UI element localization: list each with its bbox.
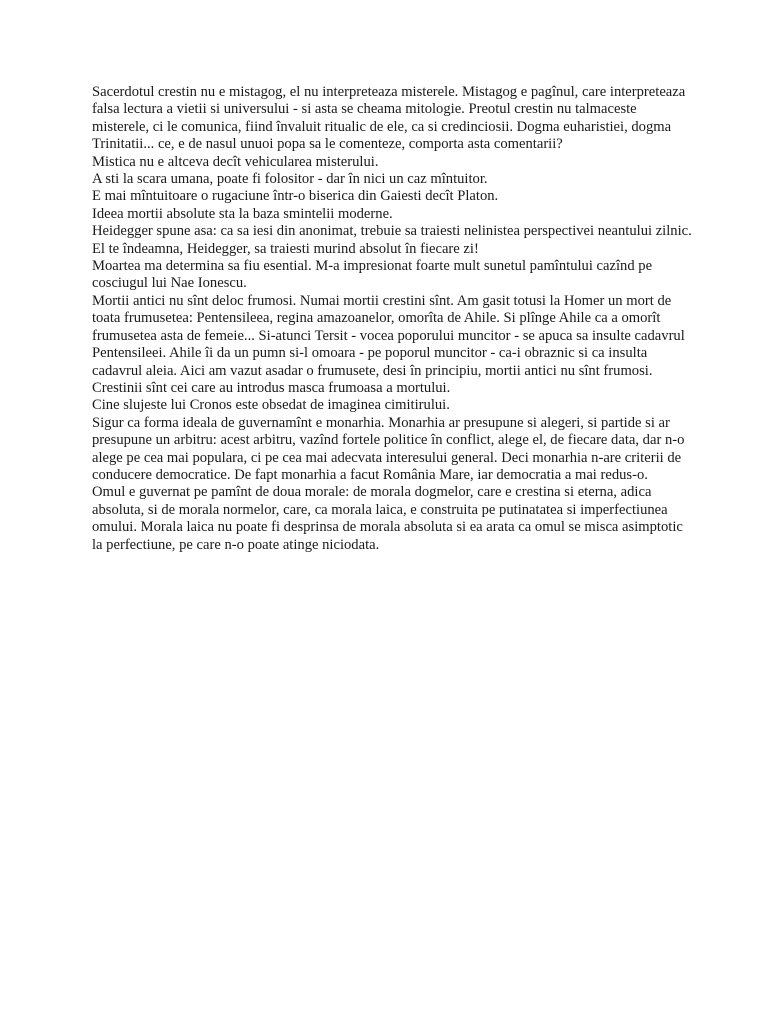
paragraph-death-essential: Moartea ma determina sa fiu esential. M-a impresionat foarte mult sunetul pamîntului cazînd pe cosciugul lui Nae Ionescu. xyxy=(92,258,653,292)
paragraph-prayer: E mai mîntuitoare o rugaciune într-o biserica din Gaiesti decît Platon. xyxy=(92,188,499,205)
paragraph-mystic: Mistica nu e altceva decît vehicularea misterului. xyxy=(92,153,379,170)
paragraph-ancient-dead: Mortii antici nu sînt deloc frumosi. Numai mortii crestini sînt. Am gasit totusi la Homer un mort de toata frumusetea: Pentensileea, regina amazoanelor, omorîta de Ahile. Si plînge Ahile ca a omorît frumusetea asta de femeie... Si-atunci Tersit - vocea poporului muncitor - se apuca sa insulte cadavrul Pentensileei. Ahile îi da un pumn si-l omoara - pe poporul muncitor - ca-i obraznic si ca insulta cadavrul aleia. Aici am vazut asadar o frumusete, desi în principiu, mortii antici nu sînt frumosi. Crestinii sînt cei care au introdus masca frumoasa a mortului. xyxy=(92,292,685,396)
paragraph-absolute-death: Ideea mortii absolute sta la baza smintelii moderne. xyxy=(92,205,393,222)
paragraph-heidegger: Heidegger spune asa: ca sa iesi din anonimat, trebuie sa traiesti nelinistea perspectivei neantului zilnic. El te îndeamna, Heidegger, sa traiesti murind absolut în fiecare zi! xyxy=(92,223,692,257)
paragraph-two-morals: Omul e guvernat pe pamînt de doua morale: de morala dogmelor, care e crestina si eterna, adica absoluta, si de morala normelor, care, ca morala laica, e construita pe putinatatea si imperfectiunea omului. Morala laica nu poate fi desprinsa de morala absoluta si ea arata ca omul se misca asimptotic la perfectiune, pe care n-o poate atinge niciodata. xyxy=(92,484,683,553)
paragraph-monarchy: Sigur ca forma ideala de guvernamînt e monarhia. Monarhia ar presupune si alegeri, si partide si ar presupune un arbitru: acest arbitru, vazînd fortele politice în conflict, alege el, de fiecare data, dar n-o alege pe cea mai populara, ci pe cea mai adecvata interesului general. Deci monarhia n-are criterii de conducere democratice. De fapt monarhia a facut România Mare, iar democratia a mai redus-o. xyxy=(92,414,685,483)
paragraph-cronos: Cine slujeste lui Cronos este obsedat de imaginea cimitirului. xyxy=(92,397,450,414)
paragraph-mystagogue: Sacerdotul crestin nu e mistagog, el nu interpreteaza misterele. Mistagog e pagînul, care interpreteaza falsa lectura a vietii si universului - si asta se cheama mitologie. Preotul crestin nu talmaceste misterele, ci le comunica, fiind învaluit ritualic de ele, ca si credinciosii. Dogma euharistiei, dogma Trinitatii... ce, e de nasul unuoi popa sa le comenteze, comporta asta comentarii? xyxy=(92,84,686,153)
document-body xyxy=(92,84,692,554)
paragraph-human-scale: A sti la scara umana, poate fi folositor - dar în nici un caz mîntuitor. xyxy=(92,171,488,188)
